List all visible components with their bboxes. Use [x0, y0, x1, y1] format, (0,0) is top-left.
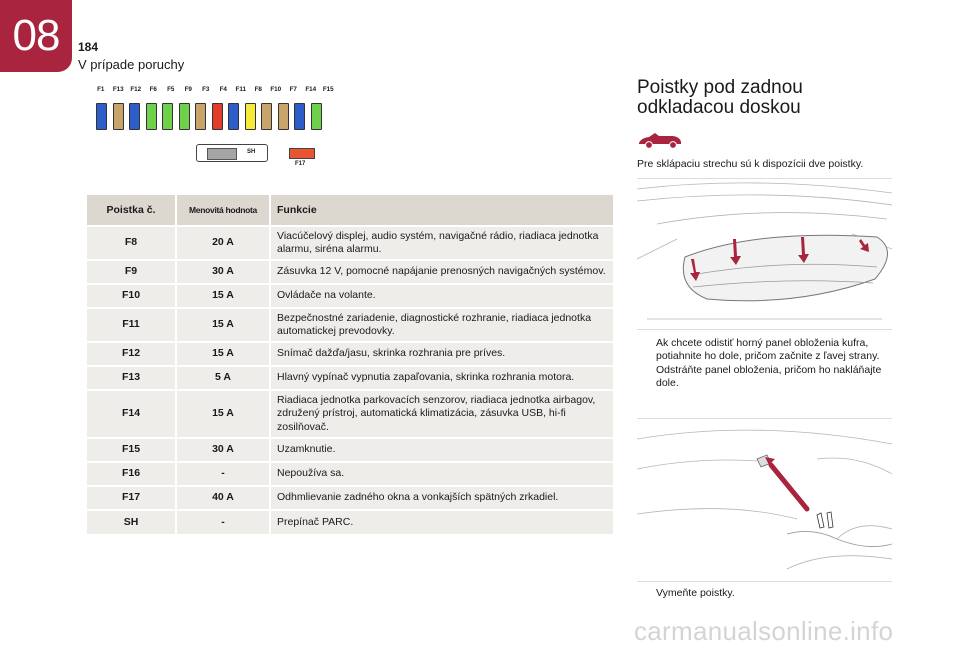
convertible-car-icon: [637, 128, 683, 150]
fuse-f15: [311, 103, 322, 130]
fuse-f6: [146, 103, 157, 130]
fuse-labels: [92, 86, 337, 93]
table-row: [87, 366, 614, 390]
table-row: [87, 260, 614, 284]
fuse-label: F9: [184, 86, 192, 93]
fuse-f5: [162, 103, 173, 130]
fuse-removal-illustration: [637, 418, 892, 582]
table-row: [87, 510, 614, 534]
fuse-label: F15: [322, 86, 334, 93]
fuse-number-cell: F12: [87, 342, 176, 366]
fuse-label: F6: [149, 86, 157, 93]
sh-switch: [196, 144, 268, 162]
fuse-f3: [195, 103, 206, 130]
header-function: Funkcie: [270, 195, 614, 226]
fuse-label: F4: [219, 86, 227, 93]
fuse-number-cell: F17: [87, 486, 176, 510]
fuse-number-cell: F9: [87, 260, 176, 284]
table-row: [87, 284, 614, 308]
instruction-item: [637, 364, 899, 390]
header-fuse-number: Poistka č.: [87, 195, 176, 226]
fuse-number-cell: F8: [87, 226, 176, 260]
rating-cell: 20 A: [176, 226, 270, 260]
f17-label: F17: [295, 161, 306, 167]
table-row: [87, 438, 614, 462]
final-instruction-text: Vymeňte poistky.: [656, 587, 735, 599]
instruction-text: Ak chcete odistiť horný panel obloženia kufra, potiahnite ho dole, pričom začnite z ľavej strany.: [656, 337, 880, 362]
fuse-label: F3: [202, 86, 210, 93]
title-line-2: odkladacou doskou: [637, 97, 801, 118]
fuse-row: [96, 103, 327, 130]
fuse-f10: [261, 103, 272, 130]
checkbox-bullet-icon: [637, 364, 656, 390]
sh-label: SH: [247, 149, 256, 155]
header-rating: Menovitá hodnota: [176, 195, 270, 226]
fuse-number-cell: SH: [87, 510, 176, 534]
fuse-label: F14: [305, 86, 317, 93]
fuse-f12: [129, 103, 140, 130]
table-row: [87, 486, 614, 510]
function-cell: Uzamknutie.: [270, 438, 614, 462]
fuse-number-cell: F10: [87, 284, 176, 308]
fuse-label: F12: [130, 86, 142, 93]
function-cell: Nepoužíva sa.: [270, 462, 614, 486]
fuse-f1: [96, 103, 107, 130]
function-cell: Riadiaca jednotka parkovacích senzorov, riadiaca jednotka airbagov, združený prístroj, automatická klimatizácia, zásuvka USB, hi-fi zosilňovač.: [270, 390, 614, 438]
fuse-number-cell: F15: [87, 438, 176, 462]
rating-cell: 40 A: [176, 486, 270, 510]
fuse-f7: [278, 103, 289, 130]
fuse-label: F1: [97, 86, 105, 93]
watermark: carmanualsonline.info: [634, 616, 894, 646]
title-line-1: Poistky pod zadnou: [637, 77, 803, 98]
fuse-number-cell: F11: [87, 308, 176, 342]
instruction-item: [637, 337, 899, 363]
function-cell: Ovládače na volante.: [270, 284, 614, 308]
table-body: [87, 226, 614, 534]
table-row: [87, 226, 614, 260]
rating-cell: 15 A: [176, 284, 270, 308]
rating-cell: 15 A: [176, 390, 270, 438]
trunk-panel-illustration: [637, 178, 892, 330]
checkbox-bullet-icon: [637, 337, 656, 363]
chapter-tab: 08: [0, 0, 72, 72]
intro-text: Pre sklápaciu strechu sú k dispozícii dve poistky.: [637, 158, 864, 170]
fuse-label: F10: [270, 86, 282, 93]
function-cell: Snímač dažďa/jasu, skrinka rozhrania pre príves.: [270, 342, 614, 366]
page-number: 184: [78, 40, 99, 54]
fuse-label: F5: [167, 86, 175, 93]
fuse-label: F13: [112, 86, 124, 93]
fuse-f9: [179, 103, 190, 130]
sh-switch-body: [207, 148, 237, 160]
function-cell: Hlavný vypínač vypnutia zapaľovania, skrinka rozhrania motora.: [270, 366, 614, 390]
function-cell: Prepínač PARC.: [270, 510, 614, 534]
fuse-f17: [289, 148, 315, 159]
fuse-label: F7: [289, 86, 297, 93]
function-cell: Zásuvka 12 V, pomocné napájanie prenosných navigačných systémov.: [270, 260, 614, 284]
fuse-number-cell: F13: [87, 366, 176, 390]
rating-cell: 15 A: [176, 308, 270, 342]
table-row: [87, 308, 614, 342]
section-title: V prípade poruchy: [78, 57, 185, 72]
fuse-table: [87, 195, 615, 534]
rating-cell: -: [176, 510, 270, 534]
table-row: [87, 462, 614, 486]
rating-cell: -: [176, 462, 270, 486]
table-row: [87, 390, 614, 438]
fuse-f4: [212, 103, 223, 130]
rating-cell: 30 A: [176, 260, 270, 284]
fuse-number-cell: F14: [87, 390, 176, 438]
fuse-label: F11: [235, 86, 246, 93]
right-section-title: [637, 78, 803, 118]
fuse-box-diagram: [92, 86, 342, 172]
rating-cell: 30 A: [176, 438, 270, 462]
table-header-row: [87, 195, 614, 226]
fuse-number-cell: F16: [87, 462, 176, 486]
fuse-f13: [113, 103, 124, 130]
rating-cell: 15 A: [176, 342, 270, 366]
table-row: [87, 342, 614, 366]
final-instruction: [637, 587, 735, 599]
fuse-f8: [245, 103, 256, 130]
rating-cell: 5 A: [176, 366, 270, 390]
function-cell: Odhmlievanie zadného okna a vonkajších spätných zrkadiel.: [270, 486, 614, 510]
fuse-label: F8: [254, 86, 262, 93]
fuse-f11: [228, 103, 239, 130]
checkbox-bullet-icon: [637, 587, 656, 599]
instruction-text: Odstráňte panel obloženia, pričom ho nakláňajte dole.: [656, 364, 882, 389]
fuse-f14: [294, 103, 305, 130]
function-cell: Bezpečnostné zariadenie, diagnostické rozhranie, riadiaca jednotka automatickej prevodovky.: [270, 308, 614, 342]
instruction-list: [637, 337, 899, 391]
function-cell: Viacúčelový displej, audio systém, navigačné rádio, riadiaca jednotka alarmu, siréna alarmu.: [270, 226, 614, 260]
